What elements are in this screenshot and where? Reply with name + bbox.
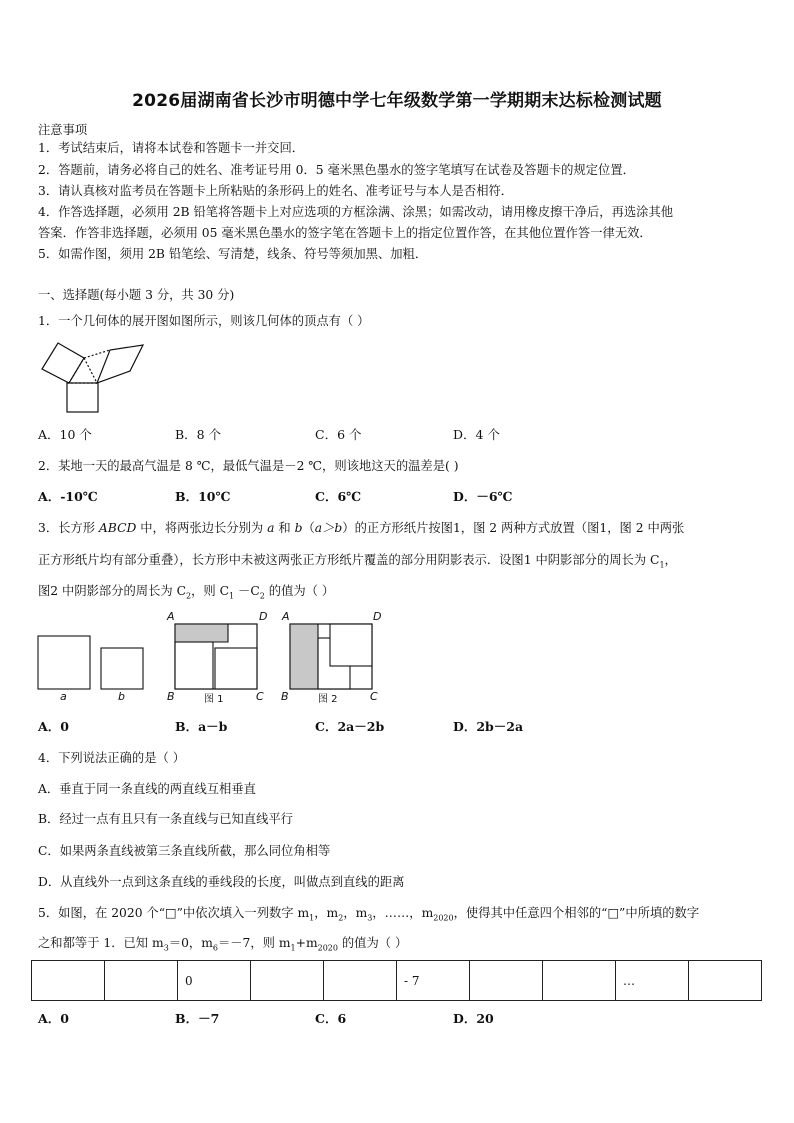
table-cell xyxy=(689,961,762,1001)
q3-fig1-label-B: B xyxy=(167,690,175,703)
q4-option-d: D．从直线外一点到这条直线的垂线段的长度，叫做点到直线的距离 xyxy=(38,875,405,889)
q3-fig2-label-C: C xyxy=(370,690,378,703)
page-title: 2026届湖南省长沙市明德中学七年级数学第一学期期末达标检测试题 xyxy=(132,91,662,111)
q5-stem-line2: 之和都等于 1．已知 $m_3=0$，$m_6=-7$，则 $m_1+m_{2020}$ 的值为（ ） xyxy=(38,936,408,953)
q3-fig2-label-A: A xyxy=(282,610,290,623)
q3-stem-line3: 图2 中阴影部分的周长为 $C_2$，则 $C_1 -C_2$ 的值为（ ） xyxy=(38,584,335,601)
q1-stem: 1．一个几何体的展开图如图所示，则该几何体的顶点有（ ） xyxy=(38,314,370,328)
notice-line: 3．请认真核对监考员在答题卡上所粘贴的条形码上的姓名、准考证号与本人是否相符． xyxy=(38,184,514,198)
section-heading: 一、选择题(每小题 3 分，共 30 分) xyxy=(38,288,235,302)
q2-stem: 2．某地一天的最高气温是 8 ℃，最低气温是－2 ℃，则该地这天的温差是( ) xyxy=(38,459,459,473)
q3-fig1-caption: 图 1 xyxy=(204,694,224,705)
q3-option-b: B．a－b xyxy=(175,719,228,734)
notice-heading: 注意事项 xyxy=(38,123,88,137)
q2-option-c: C．6℃ xyxy=(315,489,362,504)
q1-net-figure xyxy=(38,338,148,416)
q3-option-d: D．2b－2a xyxy=(453,719,524,734)
notice-line: 2．答题前，请务必将自己的姓名、准考证号用 0．5 毫米黑色墨水的签字笔填写在试卷及答题卡的规定位置． xyxy=(38,163,635,177)
q3-label-a: a xyxy=(60,690,67,703)
q5-option-d: D．20 xyxy=(453,1011,494,1026)
notice-line: 5．如需作图，须用 2B 铅笔绘、写清楚，线条、符号等须加黑、加粗． xyxy=(38,247,428,261)
notice-line: 答案．作答非选择题，必须用 05 毫米黑色墨水的签字笔在答题卡上的指定位置作答，在其他位置作答一律无效． xyxy=(38,226,652,240)
q3-option-c: C．2a－2b xyxy=(315,719,385,734)
table-cell: - 7 xyxy=(397,961,470,1001)
q3-fig2-label-D: D xyxy=(373,610,382,623)
q3-stem-line2: 正方形纸片均有部分重叠），长方形中未被这两张正方形纸片覆盖的部分用阴影表示．设图1 中阴影部分的周长为 $C_1$， xyxy=(38,553,677,570)
table-cell xyxy=(32,961,105,1001)
q2-option-b: B．10℃ xyxy=(175,489,231,504)
q5-option-b: B．－7 xyxy=(175,1011,220,1026)
table-cell xyxy=(543,961,616,1001)
q3-fig1-label-D: D xyxy=(259,610,268,623)
table-cell xyxy=(105,961,178,1001)
q3-fig1-label-C: C xyxy=(256,690,264,703)
q5-number-table xyxy=(31,960,762,1001)
q1-option-a: A．10 个 xyxy=(38,427,92,442)
table-cell xyxy=(251,961,324,1001)
notice-line: 4．作答选择题，必须用 2B 铅笔将答题卡上对应选项的方框涂满、涂黑；如需改动，请用橡皮擦干净后，再选涂其他 xyxy=(38,205,674,219)
q3-fig2-caption: 图 2 xyxy=(318,694,338,705)
q4-option-b: B．经过一点有且只有一条直线与已知直线平行 xyxy=(38,812,293,826)
table-cell xyxy=(470,961,543,1001)
q1-option-b: B．8 个 xyxy=(175,427,222,442)
q3-fig2-label-B: B xyxy=(281,690,289,703)
q3-figure xyxy=(36,608,386,708)
q4-option-c: C．如果两条直线被第三条直线所截，那么同位角相等 xyxy=(38,844,331,858)
notice-line: 1．考试结束后，请将本试卷和答题卡一并交回． xyxy=(38,141,305,155)
q5-stem-line1: 5．如图，在 2020 个“□”中依次填入一列数字 $m_1$，$m_2$，$m_3$，……，$m_{2020}$，使得其中任意四个相邻的“□”中所填的数字 xyxy=(38,906,700,923)
q4-stem: 4．下列说法正确的是（ ） xyxy=(38,751,185,765)
q4-option-a: A．垂直于同一条直线的两直线互相垂直 xyxy=(38,782,256,796)
q2-option-d: D．－6℃ xyxy=(453,489,513,504)
q1-option-d: D．4 个 xyxy=(453,427,500,442)
table-cell xyxy=(324,961,397,1001)
q1-option-c: C．6 个 xyxy=(315,427,362,442)
table-cell: 0 xyxy=(178,961,251,1001)
q5-option-a: A．0 xyxy=(38,1011,69,1026)
q3-fig1-label-A: A xyxy=(167,610,175,623)
table-cell: … xyxy=(616,961,689,1001)
q3-label-b: b xyxy=(118,690,125,703)
q5-option-c: C．6 xyxy=(315,1011,347,1026)
q3-option-a: A．0 xyxy=(38,719,69,734)
q2-option-a: A．-10℃ xyxy=(38,489,98,504)
q3-stem-line1: 3．长方形 ABCD 中，将两张边长分别为 a 和 b（a＞b）的正方形纸片按图1，图 2 两种方式放置（图1，图 2 中两张 xyxy=(38,521,685,535)
